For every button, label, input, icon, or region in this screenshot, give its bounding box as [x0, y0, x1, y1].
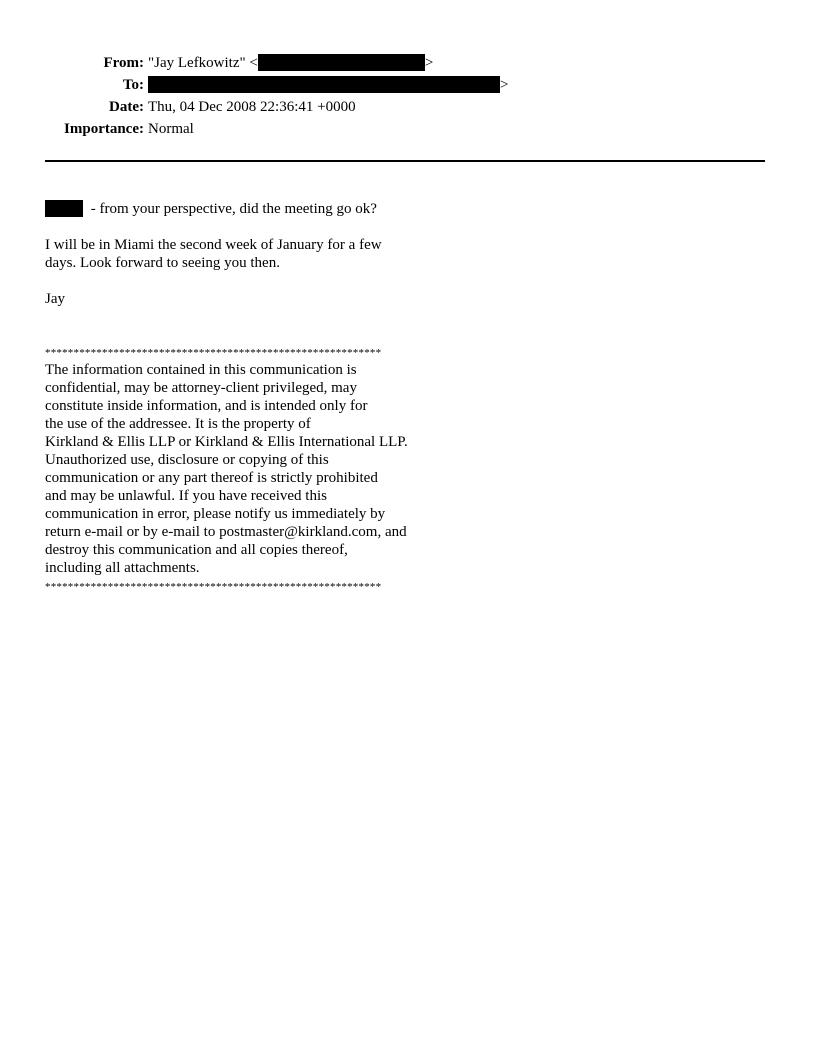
disclaimer-line: return e-mail or by e-mail to postmaster@kirkland.com, and [45, 524, 407, 540]
redacted-recipient-name [45, 200, 83, 217]
disclaimer-top-stars: *********************************************************** [45, 347, 382, 359]
importance-label: Importance: [64, 121, 144, 137]
date-value: Thu, 04 Dec 2008 22:36:41 +0000 [148, 99, 356, 115]
disclaimer-line: communication or any part thereof is strictly prohibited [45, 470, 378, 486]
disclaimer-line: constitute inside information, and is intended only for [45, 398, 368, 414]
importance-value: Normal [148, 121, 194, 137]
to-row [0, 74, 816, 96]
to-value [148, 74, 508, 96]
disclaimer-line: including all attachments. [45, 560, 200, 576]
disclaimer-bottom-stars: *********************************************************** [45, 581, 382, 593]
disclaimer-line: the use of the addressee. It is the property of [45, 416, 311, 432]
disclaimer-line: confidential, may be attorney-client privileged, may [45, 380, 357, 396]
to-close: > [500, 77, 509, 93]
to-label: To: [122, 77, 144, 93]
disclaimer-line: communication in error, please notify us immediately by [45, 506, 386, 522]
legal-disclaimer [45, 343, 765, 595]
disclaimer-line: Unauthorized use, disclosure or copying of this [45, 452, 329, 468]
header-divider [45, 160, 765, 162]
signature: Jay [45, 291, 65, 307]
importance-row [0, 118, 816, 140]
message-paragraph-2-line-1: I will be in Miami the second week of January for a few [45, 237, 382, 253]
disclaimer-line: Kirkland & Ellis LLP or Kirkland & Ellis International LLP. [45, 434, 408, 450]
from-label: From: [103, 55, 144, 71]
disclaimer-line: and may be unlawful. If you have received this [45, 488, 327, 504]
message-line-1-text: - from your perspective, did the meeting go ok? [87, 201, 377, 217]
date-row [0, 96, 816, 118]
message-line-1 [45, 200, 765, 218]
from-close: > [424, 55, 434, 71]
redacted-from-email [258, 54, 425, 71]
date-label: Date: [109, 99, 144, 115]
from-value [148, 52, 433, 74]
message-paragraph-2-line-2: days. Look forward to seeing you then. [45, 255, 280, 271]
redacted-to-email [148, 76, 500, 93]
disclaimer-line: destroy this communication and all copies thereof, [45, 542, 348, 558]
from-name: "Jay Lefkowitz" < [148, 55, 258, 71]
from-row [0, 52, 816, 74]
email-header [0, 52, 816, 140]
message-paragraph-2 [45, 236, 765, 272]
disclaimer-line: The information contained in this communication is [45, 362, 357, 378]
